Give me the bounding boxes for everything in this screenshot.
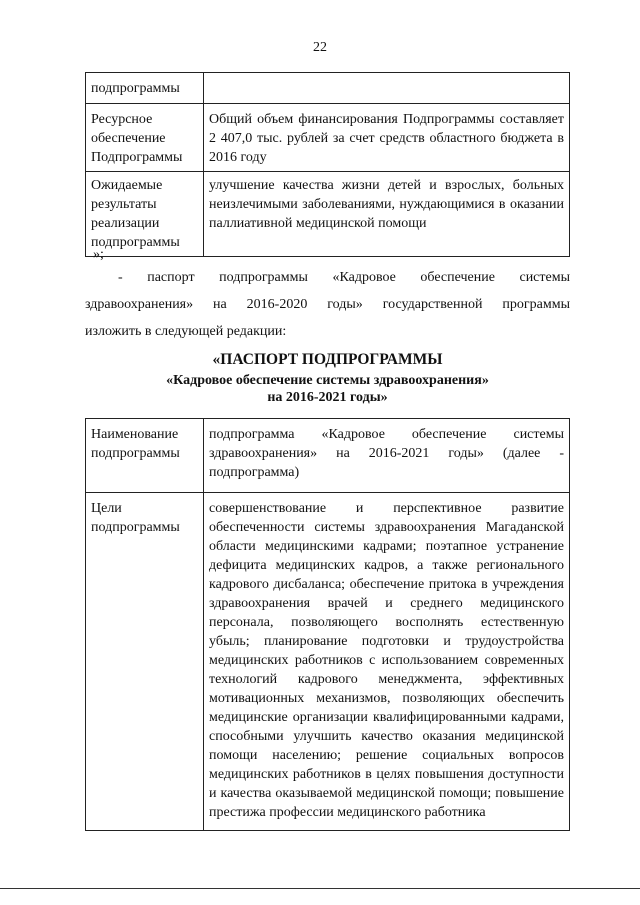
passport-subtitle: «Кадровое обеспечение системы здравоохранения» [166,373,489,388]
paragraph-line: - паспорт подпрограммы «Кадровое обеспечение системы [118,270,570,285]
row-text: совершенствование и перспективное развитие обеспеченности системы здравоохранения Магаданской области медицинскими кадрами; поэтапное устранение дефицита медицинских кадров, а также регионального кадрового дисбаланса; обеспечение притока в учреждения здравоохранения врачей и среднего медицинского персонала, позволяющего восполнять естественную убыль; планирование подготовки и трудоустройства медицинских работников с использованием современных технологий кадрового менеджмента, эффективных мотивационных механизмов, позволяющих обеспечить медицинские организации квалифицированными кадрами, способными улучшить качество оказания медицинской помощи населению; решение социальных вопросов медицинских работников в целях повышения доступности и качества оказываемой медицинской помощи; повышение престижа профессии медицинского работника [204,493,570,831]
row-text: подпрограмма «Кадровое обеспечение системы здравоохранения» на 2016-2021 годы» (далее - подпрограмма) [204,419,570,493]
row-text [204,73,570,104]
table-row [86,73,570,104]
passport-years: на 2016-2021 годы» [267,390,388,405]
row-label: Ресурсное обеспечение Подпрограммы [86,104,204,172]
table-row [86,493,570,831]
row-label: Ожидаемые результаты реализации подпрограммы [86,172,204,257]
row-text: Общий объем финансирования Подпрограммы составляет 2 407,0 тыс. рублей за счет средств областного бюджета в 2016 году [204,104,570,172]
paragraph-line: здравоохранения» на 2016-2020 годы» государственной программы [85,297,570,312]
table-row [86,172,570,257]
row-label: подпрограммы [86,73,204,104]
row-label: Цели подпрограммы [86,493,204,831]
passport-table [85,418,570,831]
table-row [86,104,570,172]
page-bottom-rule [0,888,640,889]
resource-table [85,72,570,257]
passport-title: «ПАСПОРТ ПОДПРОГРАММЫ [212,351,443,368]
closing-mark: »; [93,247,104,262]
row-text: улучшение качества жизни детей и взрослых, больных неизлечимыми заболеваниями, нуждающимися в оказании паллиативной медицинской помощи [204,172,570,257]
table-row [86,419,570,493]
page-number: 22 [313,40,327,55]
row-label: Наименование подпрограммы [86,419,204,493]
paragraph-line: изложить в следующей редакции: [85,324,287,339]
